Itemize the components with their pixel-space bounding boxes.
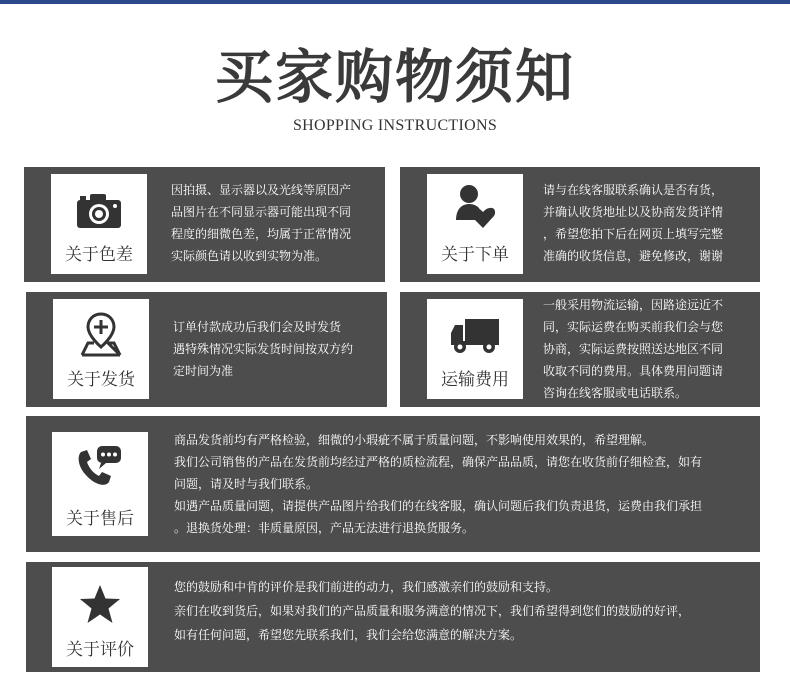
text-line: 实际颜色请以收到实物为准。 bbox=[171, 249, 328, 263]
text-line: 准确的收货信息，避免修改，谢谢 bbox=[543, 249, 724, 263]
card-label: 关于下单 bbox=[441, 245, 509, 265]
card-color-difference bbox=[24, 167, 385, 282]
phone-chat-icon bbox=[75, 444, 125, 490]
card-body bbox=[174, 429, 754, 539]
icon-box bbox=[53, 299, 149, 399]
text-line: 协商，实际运费按照送达地区不同 bbox=[543, 342, 724, 356]
card-body bbox=[543, 294, 753, 404]
page-subtitle: SHOPPING INSTRUCTIONS bbox=[292, 117, 498, 134]
icon-box bbox=[52, 432, 148, 536]
text-line: 我们公司销售的产品在发货前均经过严格的质检流程，确保产品品质，请您在收货前仔细检查，如有 bbox=[174, 455, 703, 469]
text-line: 程度的细微色差，均属于正常情况 bbox=[171, 227, 352, 241]
card-body bbox=[543, 179, 753, 267]
text-line: 品图片在不同显示器可能出现不同 bbox=[171, 205, 352, 219]
icon-box bbox=[427, 174, 523, 274]
text-line: 遇特殊情况实际发货时间按双方约 bbox=[173, 342, 354, 356]
card-body bbox=[174, 575, 754, 647]
text-line: 商品发货前均有严格检验，细微的小瑕疵不属于质量问题，不影响使用效果的，希望理解。 bbox=[174, 433, 655, 447]
text-line: 定时间为准 bbox=[173, 364, 234, 378]
star-icon bbox=[78, 583, 122, 625]
location-pin-icon bbox=[78, 311, 124, 357]
card-label: 关于发货 bbox=[67, 370, 135, 390]
text-line: 收取不同的费用。具体费用问题请 bbox=[543, 364, 724, 378]
text-line: 。退换货处理：非质量原因，产品无法进行退换货服务。 bbox=[174, 521, 475, 535]
icon-box bbox=[52, 567, 148, 667]
text-line: 一般采用物流运输，因路途远近不 bbox=[543, 298, 724, 312]
card-shipping bbox=[26, 292, 387, 407]
text-line: 咨询在线客服或电话联系。 bbox=[543, 386, 688, 400]
top-accent-bar bbox=[0, 0, 790, 4]
card-body bbox=[173, 316, 378, 382]
text-line: ，希望您拍下后在网页上填写完整 bbox=[543, 227, 724, 241]
icon-box bbox=[51, 174, 147, 274]
card-label: 关于评价 bbox=[66, 640, 134, 660]
card-freight-cost bbox=[400, 292, 760, 407]
card-reviews bbox=[26, 562, 760, 672]
text-line: 亲们在收到货后，如果对我们的产品质量和服务满意的情况下，我们希望得到您们的鼓励的好评， bbox=[174, 604, 691, 618]
text-line: 请与在线客服联系确认是否有货， bbox=[543, 183, 724, 197]
card-body bbox=[171, 179, 376, 267]
camera-icon bbox=[75, 192, 123, 230]
text-line: 您的鼓励和中肯的评价是我们前进的动力，我们感激亲们的鼓励和支持。 bbox=[174, 580, 559, 594]
text-line: 并确认收货地址以及协商发货详情 bbox=[543, 205, 724, 219]
text-line: 如有任何问题，希望您先联系我们，我们会给您满意的解决方案。 bbox=[174, 628, 523, 642]
card-label: 关于色差 bbox=[65, 245, 133, 265]
card-label: 关于售后 bbox=[66, 509, 134, 529]
text-line: 订单付款成功后我们会及时发货 bbox=[173, 320, 342, 334]
truck-icon bbox=[449, 317, 501, 355]
icon-box bbox=[427, 299, 523, 399]
card-label: 运输费用 bbox=[441, 370, 509, 390]
card-ordering bbox=[400, 167, 760, 282]
text-line: 如遇产品质量问题，请提供产品图片给我们的在线客服，确认问题后我们负责退货，运费由我们承担 bbox=[174, 499, 703, 513]
user-heart-icon bbox=[455, 184, 495, 230]
page-title: 买家购物须知 bbox=[214, 43, 575, 111]
text-line: 同，实际运费在购买前我们会与您 bbox=[543, 320, 724, 334]
text-line: 因拍摄、显示器以及光线等原因产 bbox=[171, 183, 352, 197]
card-after-sales bbox=[26, 416, 760, 552]
text-line: 问题，请及时与我们联系。 bbox=[174, 477, 319, 491]
